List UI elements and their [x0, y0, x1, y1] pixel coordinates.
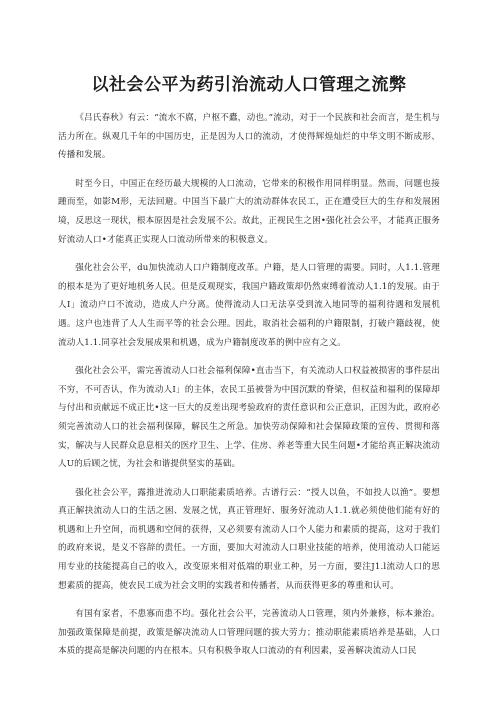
paragraph-4: 强化社会公平，需完善流动人口社会福利保障•直击当下，有关流动人口权益被损害的事件层出不穷，不可否认，作为流动人I」的主体，农民工虽被誉为中国沉默的脊梁，但权益和福利的保障却与付出和贡献远不成正比•这一巨大的反差出现考验政府的责任意识和公正意识，正因为此，政府必须完善流动人口的社会福利保障，解民生之所急。加快劳动保障和社会保障政策的宣传、贯彻和落实，解决与人民群众息息相关的医疗卫生、上学、住房、养老等重大民生问题•才能给真正解决流动人U的后顾之忧，为社会和谐提供坚实的基础。 — [58, 366, 440, 470]
paragraph-2: 时至今日，中国正在经历最大规模的人口流动，它带来的积极作用同样明显。然而，问题也接踵而至，如影M形，无法回避。中国当下最广大的流动群体农民工，正在遭受巨大的生存和发展困境，反思这一现状，根本原因是社会发展不公。故此，正视民生之困•强化社会公平，才能真正服务好流动人口•才能真正实现人口流动所带来的积极意义。 — [58, 178, 440, 245]
paragraph-6: 有国有家者，不患寡而患不均。强化社会公平，完善流动人口管理，须内外兼修，标本兼治。加强政策保障是前提，政策是解决流动人口管理问题的拔大劳力；推动职能素质培养是基础，人口本质的提高是解决问题的内在根本。只有积极争取人口流动的有利因素，妥善解决流动人口民 — [58, 609, 440, 657]
paragraph-5: 强化社会公平，露推进流动人口职能素质培养。古谱行云：“授人以鱼，不如投人以渔”。要想真正解抉流动人口的生活之困、发展之忧，真正管理好、服务好流动人1.1.就必须使他们能有好的机遇和上升空间，而机遇和空间的获得，又必须要有流动人口个人能力和素质的提高，这对于我们的政府来说，是义不容辞的责任。一方面，要加大对流动人口职业技能的培养，使用流动人口能运用专业的技能提高自己的收入，改变原来相对低端的职业工种，另一方面，要注J1.l流动人口的思想素质的提高，使农民工成为社会文明的实践者和传播者，从而获得更多的尊重和认可。 — [58, 487, 440, 591]
document-title: 以社会公平为药引治流动人口管理之流弊 — [91, 75, 407, 95]
paragraph-1: 《吕氏春秋》有云：“流水不腐，户枢不蠹，动也。”流动，对于一个民族和社会而言，是生机与活力所在。纵观几千年的中国历史，正是因为人口的流动，才使得辉煌灿烂的中华文明不断成形、传播和发展。 — [58, 113, 440, 161]
paragraph-3: 强化社会公平，du加快流动人口户籍制度改革。户籍，是人口管理的需要。同时，人1.1.管理的根本是为了更好地机务人民。但是反观现实，我国户籍政策却仍然束缚着流动人1.1的发展。由于人I」流动户口不流动，造成人户分离。使得流动人口无法享受到流入地同等的福利待遇和发展机遇。这户也违背了人人生而平等的社会公理。因此，取消社会福利的户籍限制，打破户籍歧视，使流动人1.1.同享社会发展成果和机遇，成为户籍制度改革的例中应有之义。 — [58, 263, 440, 348]
